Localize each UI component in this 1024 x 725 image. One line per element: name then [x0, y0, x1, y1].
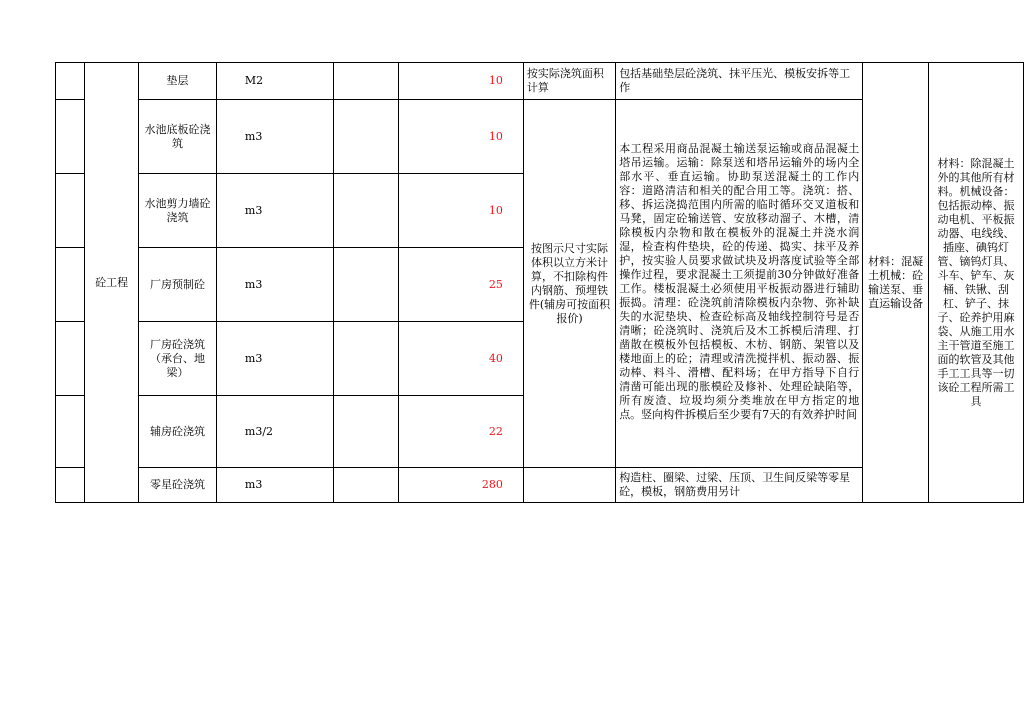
item-qty: 25 — [398, 248, 523, 322]
blank-cell — [334, 322, 398, 396]
blank-cell — [334, 174, 398, 248]
materials-cell: 材料：混凝土机械：砼输送泵、垂直运输设备 — [863, 63, 929, 503]
item-unit: m3 — [216, 174, 333, 248]
item-qty: 10 — [398, 100, 523, 174]
item-qty: 22 — [398, 396, 523, 468]
calc-rule-3 — [523, 468, 615, 503]
work-content-2-text: 本工程采用商品混凝土输送泵运输或商品混凝土塔吊运输。运输：除泵送和塔吊运输外的场内全部水平、垂直运输。协助泵送混凝土的工作内容：道路清洁和相关的配合用工等。浇筑：搭、移、拆运浇捣范围内所需的临时循环交叉道板和马凳，固定砼输送管、安放移动溜子、木槽，清除模板内杂物和散在模板外的混凝土并浇水润湿，检查构件垫块，砼的传递、捣实、抹平及养护，按实验人员要求做试块及坍落度试验等全部操作过程，要求混凝土工须提前30分钟做好准备工作。楼板混凝土必须使用平板振动器进行辅助振捣。清理：砼浇筑前清除模板内杂物、弥补缺失的水泥垫块、检查砼标高及轴线控制符号是否清晰；砼浇筑时、浇筑后及木工拆模后清理、打凿散在模板外包括模板、木枋、钢筋、架管以及楼地面上的砼；清理或清洗搅拌机、振动器、振动棒、料斗、滑槽、配料场；在甲方指导下自行清凿可能出现的胀模砼及修补、处理砼缺陷等，所有废渣、垃圾均须分类堆放在甲方指定的地点。竖向构件拆模后至少要有7天的有效养护时间 — [619, 142, 860, 421]
blank-cell — [334, 63, 398, 100]
calc-rule-2: 按图示尺寸实际体积以立方米计算，不扣除构件内钢筋、预埋铁件(辅房可按面积报价) — [523, 100, 615, 468]
item-unit: m3 — [216, 322, 333, 396]
item-unit: M2 — [216, 63, 333, 100]
item-qty: 280 — [398, 468, 523, 503]
table-row — [56, 63, 1024, 100]
calc-rule-1: 按实际浇筑面积计算 — [523, 63, 615, 100]
blank-cell — [334, 468, 398, 503]
item-name: 水池底板砼浇筑 — [139, 100, 217, 174]
item-name: 厂房砼浇筑（承台、地梁） — [139, 322, 217, 396]
index-cell — [56, 396, 85, 468]
item-qty: 40 — [398, 322, 523, 396]
item-name: 水池剪力墙砼浇筑 — [139, 174, 217, 248]
index-cell — [56, 248, 85, 322]
index-cell — [56, 174, 85, 248]
work-content-3: 构造柱、圈梁、过梁、压顶、卫生间反梁等零星砼，模板，钢筋费用另计 — [616, 468, 863, 503]
tools-cell: 材料：除混凝土外的其他所有材料。机械设备：包括振动棒、振动电机、平板振动器、电线线、插座、碘钨灯管、镝钨灯具、斗车、铲车、灰桶、铁锹、刮杠、铲子、抹子、砼养护用麻袋、从施工用水主干管道至施工面的软管及其他手工工具等一切该砼工程所需工具 — [929, 63, 1024, 503]
work-content-1: 包括基础垫层砼浇筑、抹平压光、模板安拆等工作 — [616, 63, 863, 100]
work-content-2 — [616, 100, 863, 468]
item-qty: 10 — [398, 63, 523, 100]
index-cell — [56, 63, 85, 100]
item-unit: m3 — [216, 100, 333, 174]
quote-table — [55, 62, 1024, 503]
item-qty: 10 — [398, 174, 523, 248]
item-name: 零星砼浇筑 — [139, 468, 217, 503]
index-cell — [56, 468, 85, 503]
item-name: 垫层 — [139, 63, 217, 100]
item-unit: m3 — [216, 248, 333, 322]
item-unit: m3 — [216, 468, 333, 503]
index-cell — [56, 100, 85, 174]
item-unit: m3/2 — [216, 396, 333, 468]
index-cell — [56, 322, 85, 396]
item-name: 厂房预制砼 — [139, 248, 217, 322]
category-cell: 砼工程 — [85, 63, 139, 503]
blank-cell — [334, 396, 398, 468]
blank-cell — [334, 100, 398, 174]
blank-cell — [334, 248, 398, 322]
item-name: 辅房砼浇筑 — [139, 396, 217, 468]
